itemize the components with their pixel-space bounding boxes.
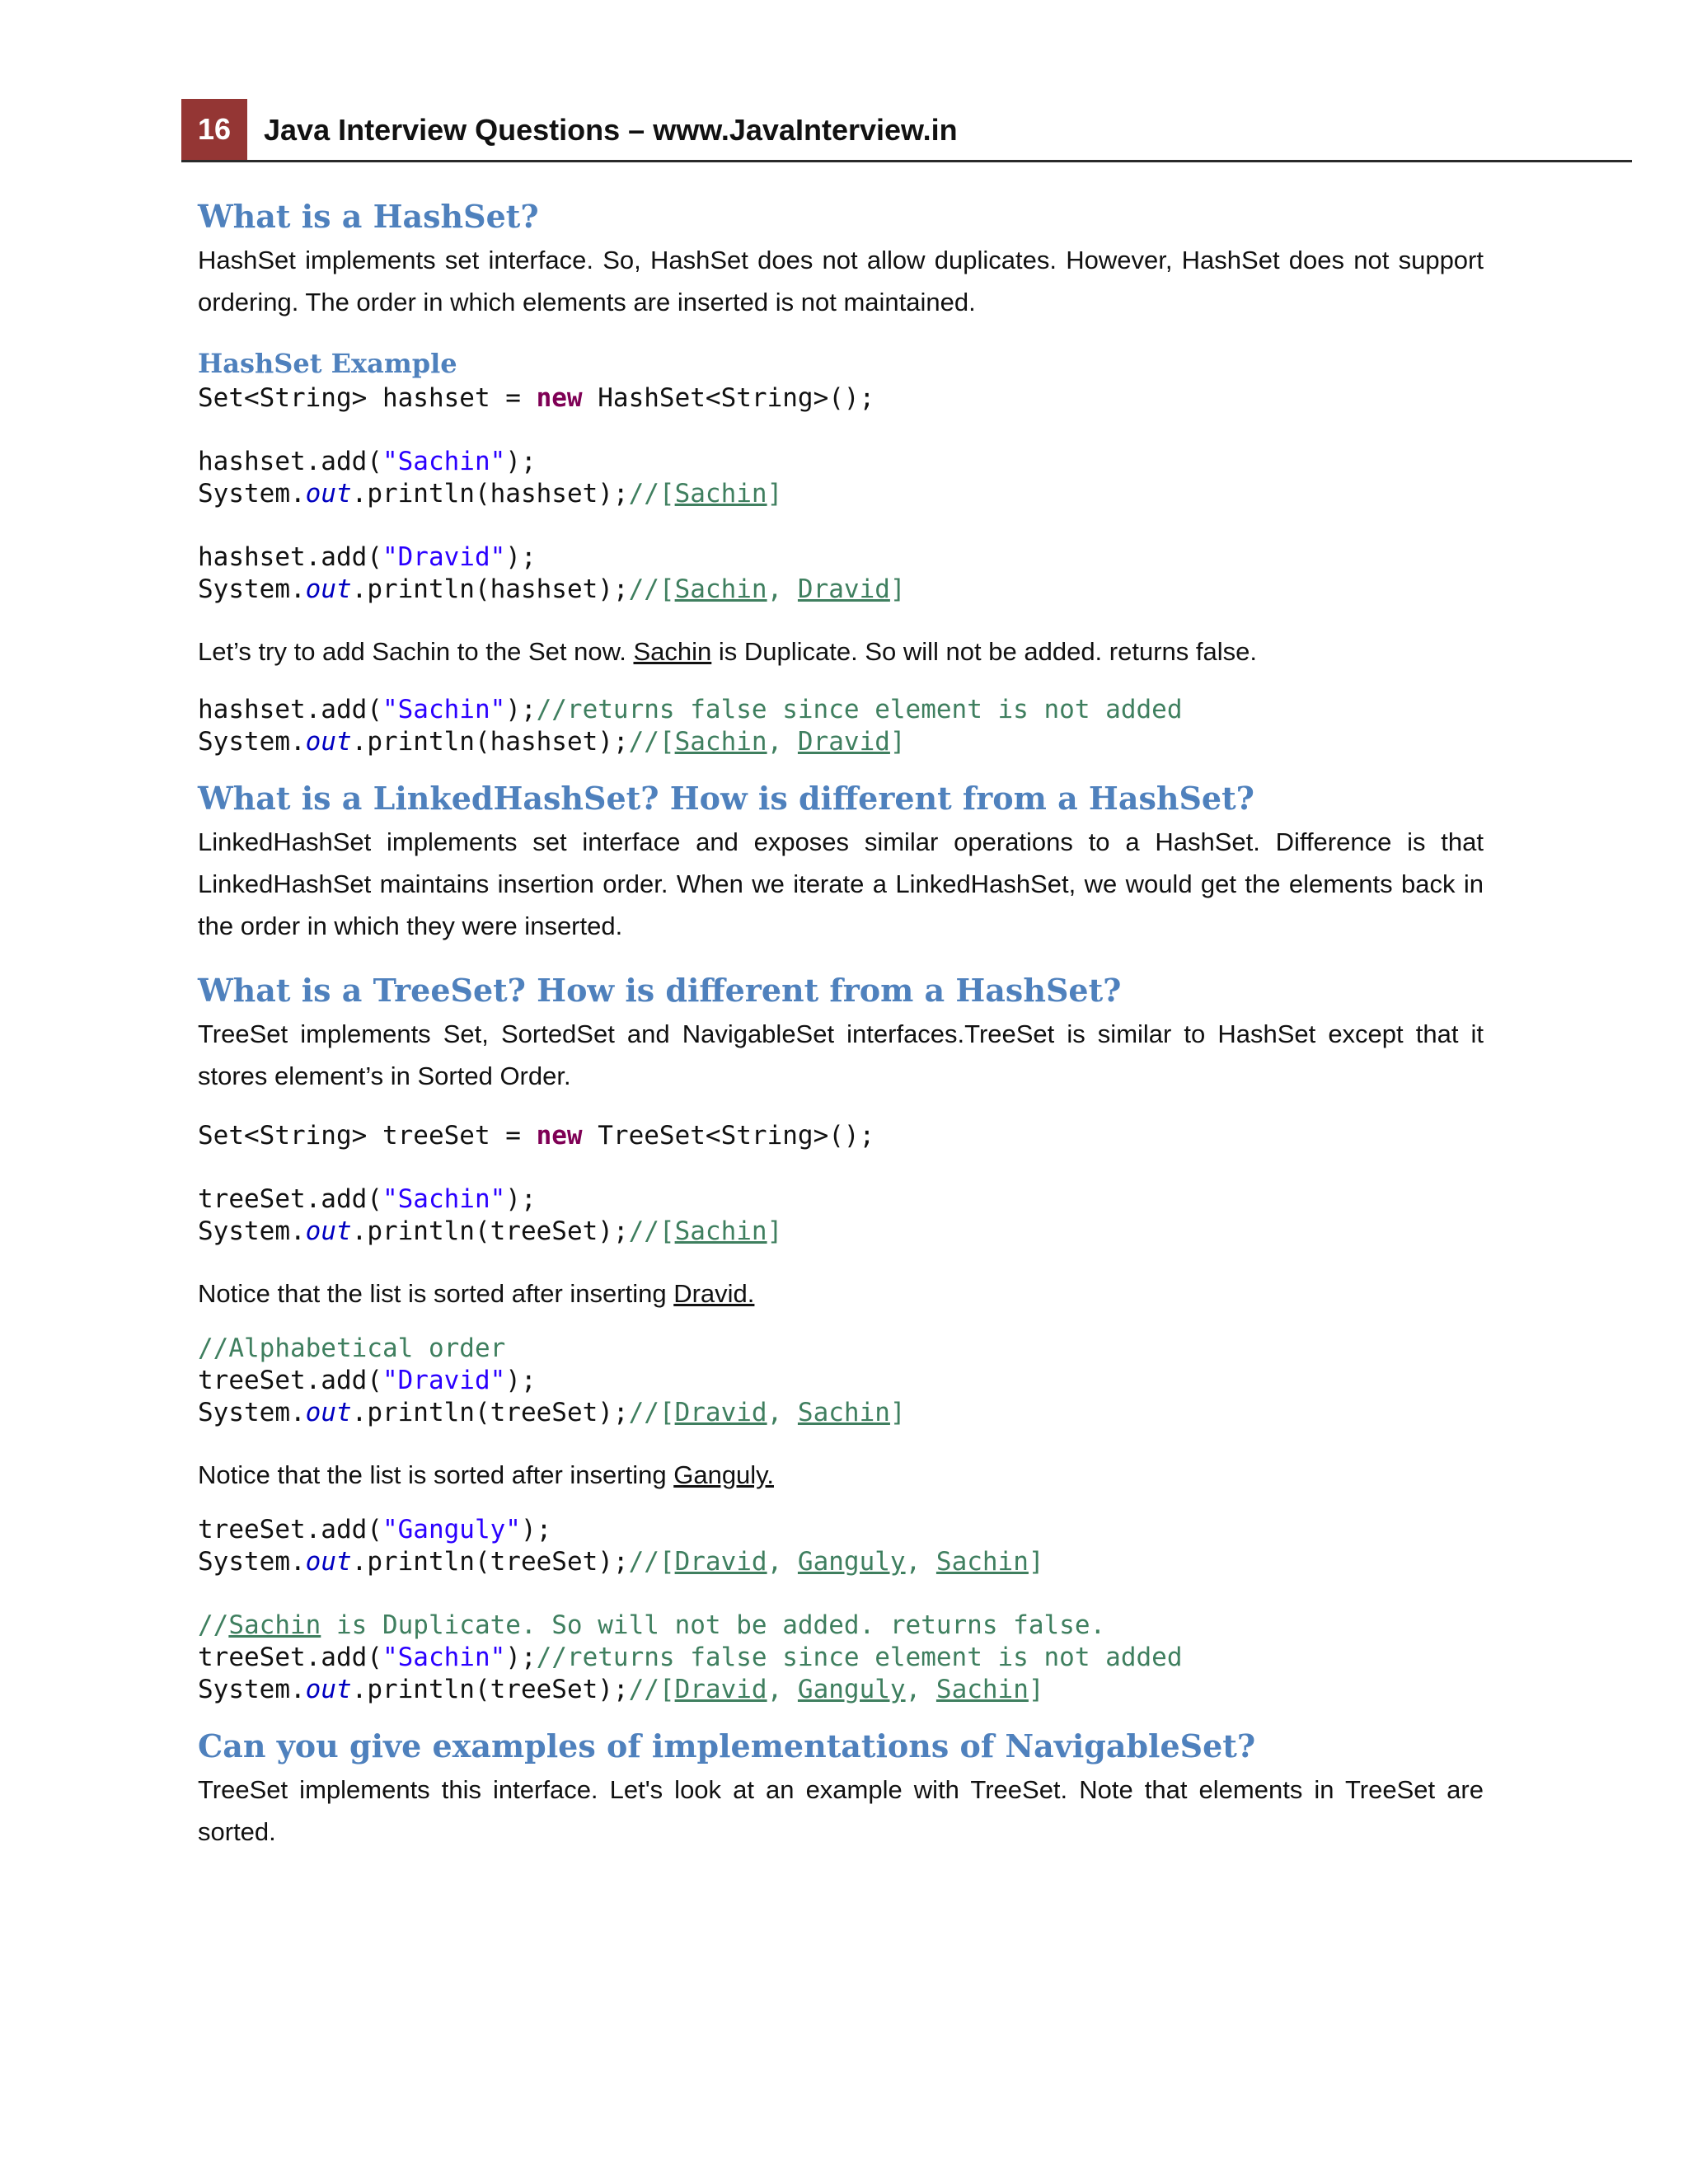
heading-treeset: What is a TreeSet? How is different from a HashSet?: [198, 972, 1122, 1009]
code-line: treeSet.add("Ganguly");: [198, 1515, 552, 1544]
code-line: System.out.println(hashset);//[Sachin, Dravid]: [198, 574, 906, 604]
code-line: //Alphabetical order: [198, 1333, 506, 1363]
note-sorted-dravid: Notice that the list is sorted after inserting Dravid.: [198, 1279, 755, 1308]
page-header: [181, 99, 1632, 162]
note-sorted-ganguly: Notice that the list is sorted after inserting Ganguly.: [198, 1460, 774, 1489]
code-line: System.out.println(hashset);//[Sachin]: [198, 479, 783, 509]
code-line: hashset.add("Sachin");: [198, 447, 537, 476]
paragraph-hashset: HashSet implements set interface. So, HashSet does not allow duplicates. However, HashSet does not support ordering. The order in which elements are inserted is not maintained.: [198, 246, 1484, 316]
page-number: 16: [181, 99, 247, 160]
heading-hashset-example: HashSet Example: [198, 348, 457, 379]
code-block-treeset: [198, 1120, 1484, 1248]
heading-linkedhashset: What is a LinkedHashSet? How is different from a HashSet?: [198, 780, 1254, 817]
code-line: Set<String> hashset = new HashSet<String>();: [198, 383, 875, 413]
code-line: //Sachin is Duplicate. So will not be added. returns false.: [198, 1610, 1106, 1640]
code-line: System.out.println(hashset);//[Sachin, Dravid]: [198, 727, 906, 757]
code-line: Set<String> treeSet = new TreeSet<String>();: [198, 1121, 875, 1151]
header-title: Java Interview Questions – www.JavaInterview.in: [264, 113, 958, 147]
heading-navigableset: Can you give examples of implementations of NavigableSet?: [198, 1727, 1256, 1765]
heading-hashset: What is a HashSet?: [198, 198, 539, 235]
code-block-treeset-ganguly: [198, 1514, 1484, 1706]
code-block-hashset-duplicate: [198, 694, 1484, 758]
code-line: System.out.println(treeSet);//[Dravid, Ganguly, Sachin]: [198, 1547, 1044, 1577]
code-line: System.out.println(treeSet);//[Dravid, Sachin]: [198, 1398, 906, 1427]
code-line: hashset.add("Dravid");: [198, 542, 537, 572]
code-line: System.out.println(treeSet);//[Sachin]: [198, 1216, 783, 1246]
code-line: hashset.add("Sachin");//returns false since element is not added: [198, 695, 1183, 724]
code-line: treeSet.add("Sachin");//returns false since element is not added: [198, 1643, 1183, 1672]
code-block-hashset: [198, 382, 1484, 606]
note-duplicate: Let’s try to add Sachin to the Set now. Sachin is Duplicate. So will not be added. returns false.: [198, 637, 1257, 666]
code-line: System.out.println(treeSet);//[Dravid, Ganguly, Sachin]: [198, 1675, 1044, 1704]
code-line: treeSet.add("Dravid");: [198, 1366, 537, 1395]
paragraph-treeset: TreeSet implements Set, SortedSet and NavigableSet interfaces.TreeSet is similar to HashSet except that it stores element’s in Sorted Order.: [198, 1019, 1484, 1090]
paragraph-linkedhashset: LinkedHashSet implements set interface and exposes similar operations to a HashSet. Difference is that LinkedHashSet maintains insertion order. When we iterate a LinkedHashSet, we would get the elements back in the order in which they were inserted.: [198, 827, 1484, 940]
code-block-treeset-dravid: [198, 1333, 1484, 1429]
paragraph-navigableset: TreeSet implements this interface. Let's look at an example with TreeSet. Note that elements in TreeSet are sorted.: [198, 1775, 1484, 1846]
page-content: [198, 194, 1484, 1853]
code-line: treeSet.add("Sachin");: [198, 1184, 537, 1214]
